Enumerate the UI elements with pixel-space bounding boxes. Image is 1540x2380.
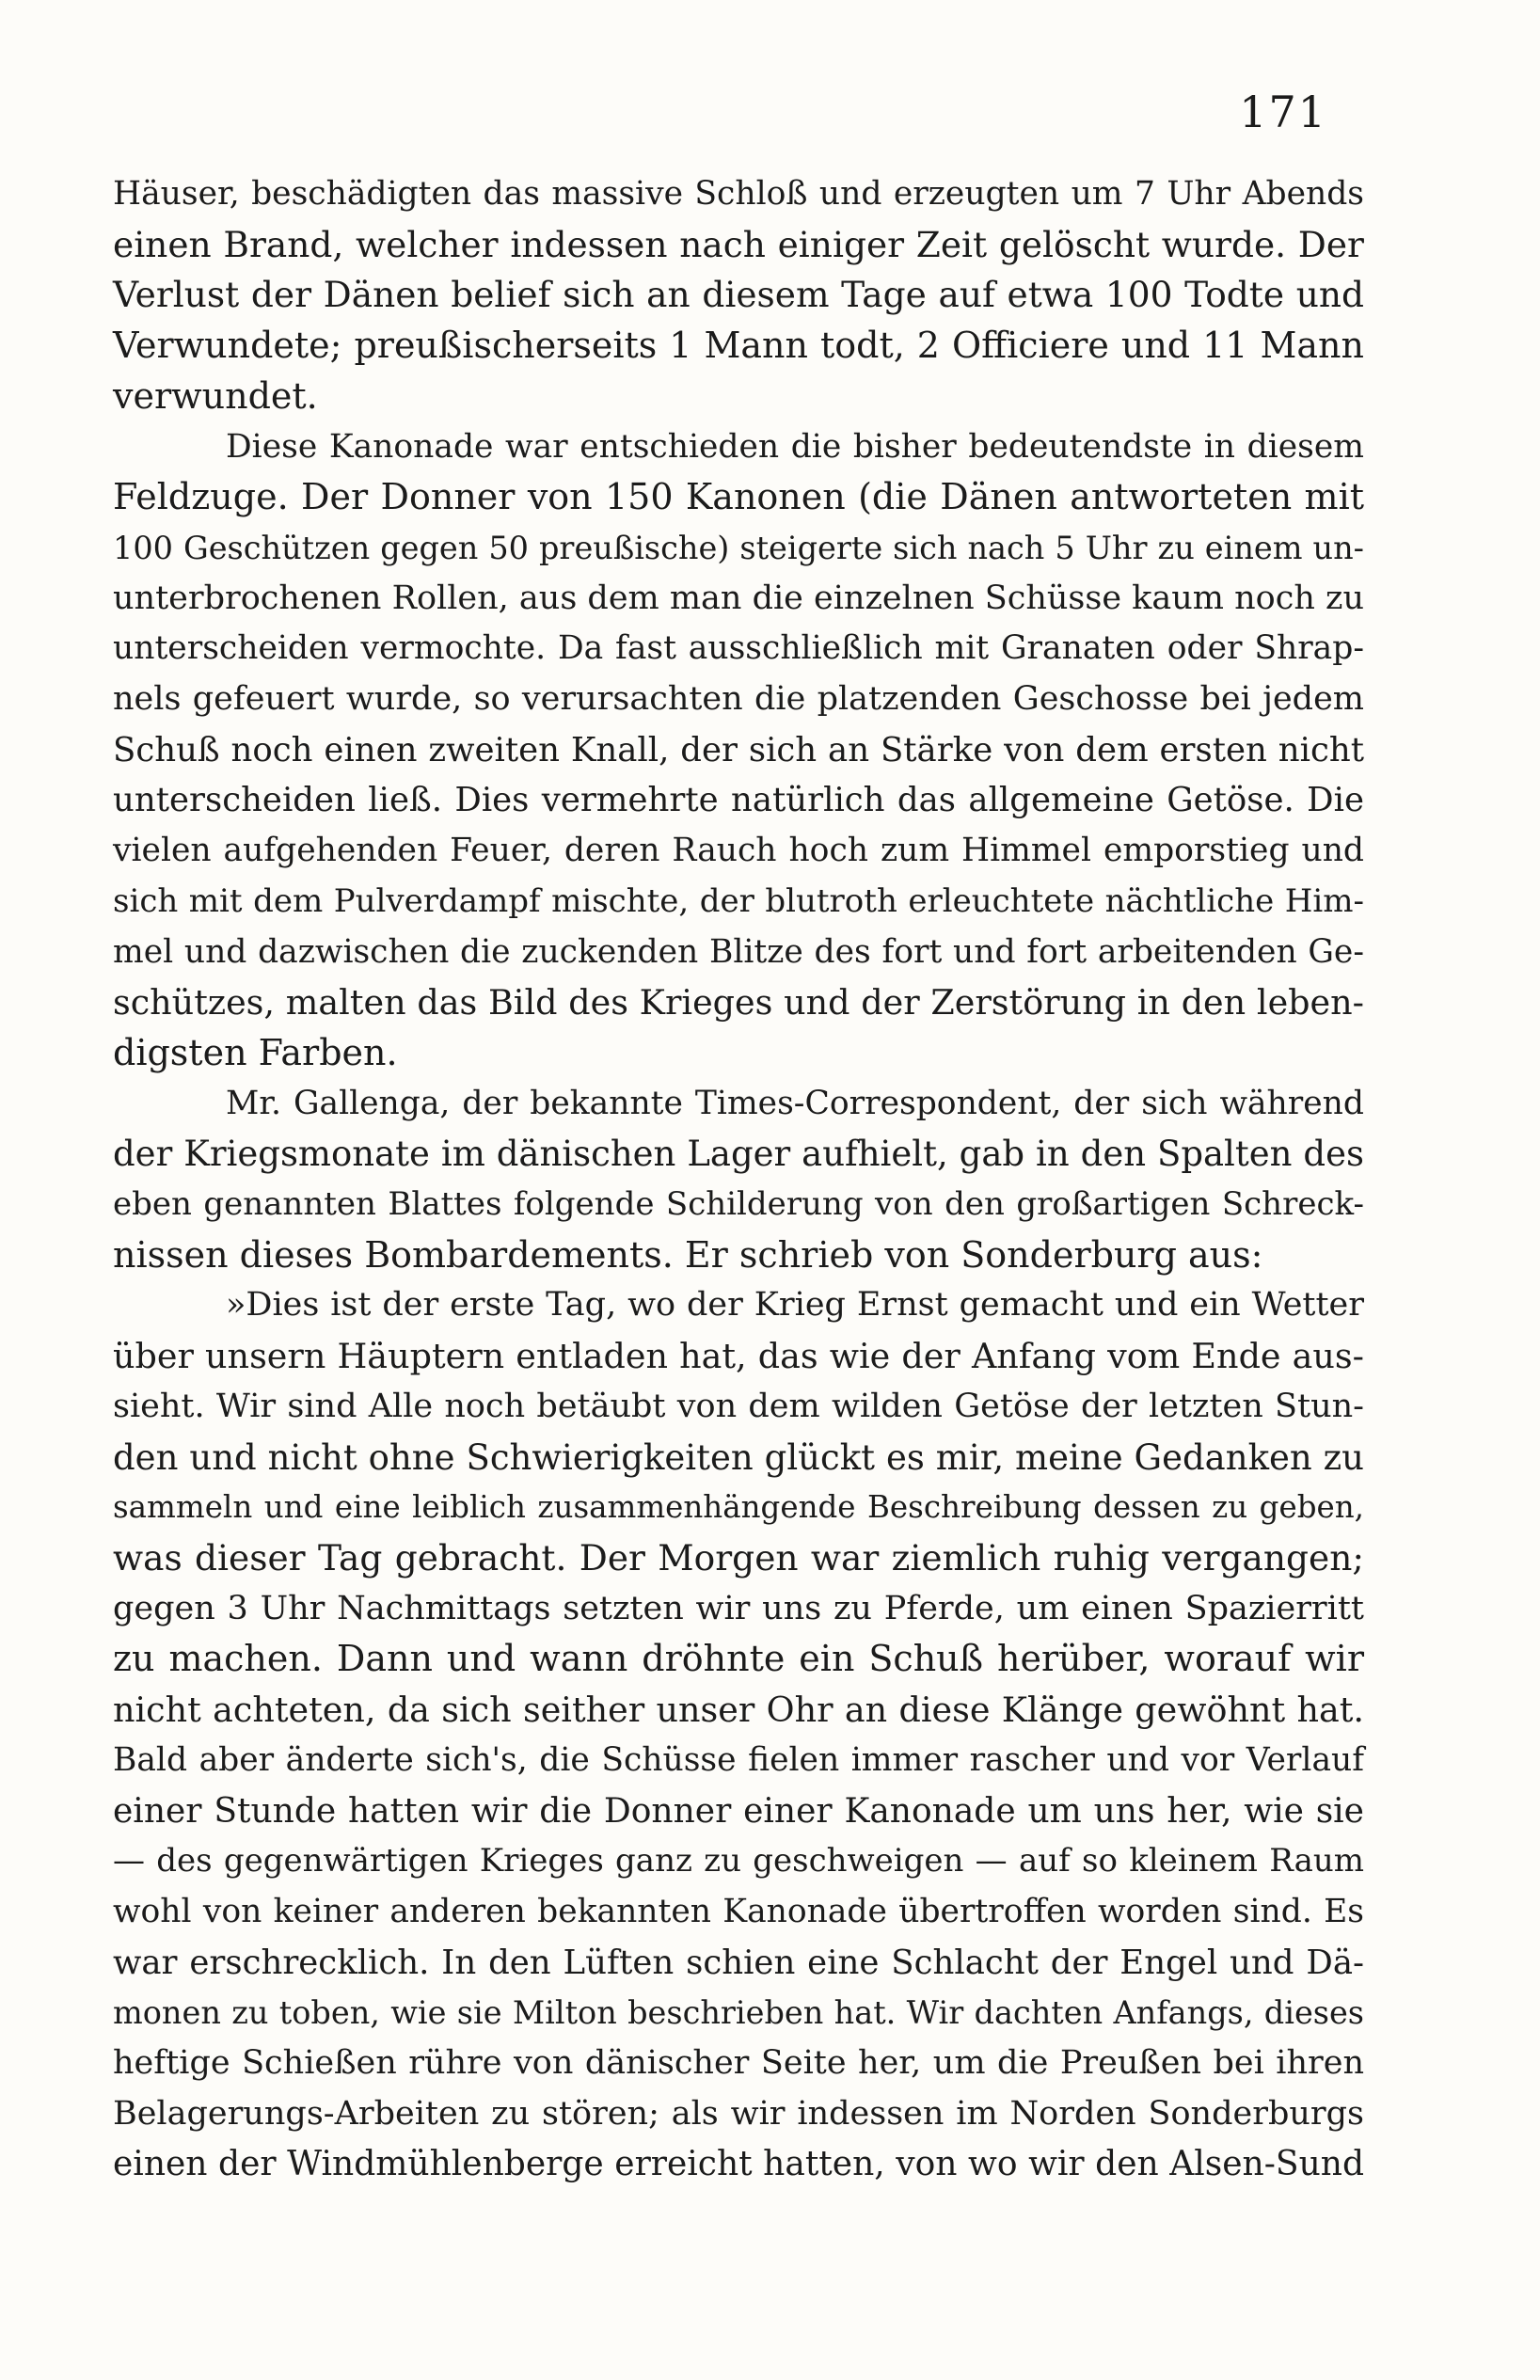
text-line: nicht achteten, da sich seither unser Ohr an diese Klänge gewöhnt hat. <box>113 1690 1364 1731</box>
text-line: Verlust der Dänen belief sich an diesem Tage auf etwa 100 Todte und <box>113 274 1364 316</box>
text-line: sich mit dem Pulverdampf mischte, der blutroth erleuchtete nächtliche Him- <box>113 881 1364 920</box>
text-line: sammeln und eine leiblich zusammenhängende Beschreibung dessen zu geben, <box>113 1489 1364 1526</box>
text-line: was dieser Tag gebracht. Der Morgen war ziemlich ruhig vergangen; <box>113 1536 1364 1579</box>
text-line: zu machen. Dann und wann dröhnte ein Schuß herüber, worauf wir <box>113 1638 1364 1680</box>
text-line: heftige Schießen rühre von dänischer Seite her, um die Preußen bei ihren <box>113 2044 1364 2083</box>
text-line: unterscheiden ließ. Dies vermehrte natürlich das allgemeine Getöse. Die <box>113 781 1364 820</box>
text-line: einen der Windmühlenberge erreicht hatten, von wo wir den Alsen-Sund <box>113 2145 1364 2184</box>
text-line: »Dies ist der erste Tag, wo der Krieg Ernst gemacht und ein Wetter <box>226 1286 1364 1325</box>
text-line: Feldzuge. Der Donner von 150 Kanonen (die Dänen antworteten mit <box>113 476 1364 518</box>
text-line: vielen aufgehenden Feuer, deren Rauch hoch zum Himmel emporstieg und <box>113 832 1364 870</box>
text-line: unterscheiden vermochte. Da fast ausschließlich mit Granaten oder Shrap- <box>113 629 1364 668</box>
text-line: einer Stunde hatten wir die Donner einer Kanonade um uns her, wie sie <box>113 1791 1364 1831</box>
text-line: Diese Kanonade war entschieden die bisher bedeutendste in diesem <box>226 427 1364 466</box>
body-text <box>113 169 1364 2190</box>
text-line: gegen 3 Uhr Nachmittags setzten wir uns zu Pferde, um einen Spazierritt <box>113 1589 1364 1627</box>
text-line: war erschrecklich. In den Lüften schien eine Schlacht der Engel und Dä- <box>113 1943 1364 1982</box>
page-number: 171 <box>1239 87 1327 137</box>
text-line: Mr. Gallenga, der bekannte Times-Correspondent, der sich während <box>226 1084 1364 1122</box>
text-line: nissen dieses Bombardements. Er schrieb von Sonderburg aus: <box>113 1233 1263 1276</box>
text-line: wohl von keiner anderen bekannten Kanonade übertroffen worden sind. Es <box>113 1892 1364 1930</box>
text-line: schützes, malten das Bild des Krieges und der Zerstörung in den leben- <box>113 982 1364 1023</box>
text-line: — des gegenwärtigen Krieges ganz zu geschweigen — auf so kleinem Raum <box>113 1842 1364 1880</box>
text-line: 100 Geschützen gegen 50 preußische) steigerte sich nach 5 Uhr zu einem un- <box>113 529 1364 566</box>
text-line: der Kriegsmonate im dänischen Lager aufhielt, gab in den Spalten des <box>113 1134 1364 1175</box>
text-line: Belagerungs-Arbeiten zu stören; als wir indessen im Norden Sonderburgs <box>113 2094 1364 2133</box>
text-line: nels gefeuert wurde, so verursachten die platzenden Geschosse bei jedem <box>113 680 1364 719</box>
text-line: monen zu toben, wie sie Milton beschrieben hat. Wir dachten Anfangs, dieses <box>113 1994 1364 2032</box>
text-line: über unsern Häuptern entladen hat, das wie der Anfang vom Ende aus- <box>113 1336 1364 1377</box>
text-line: einen Brand, welcher indessen nach einiger Zeit gelöscht wurde. Der <box>113 223 1364 265</box>
text-line: unterbrochenen Rollen, aus dem man die einzelnen Schüsse kaum noch zu <box>113 579 1364 617</box>
text-line: verwundet. <box>113 374 318 417</box>
text-line: mel und dazwischen die zuckenden Blitze des fort und fort arbeitenden Ge- <box>113 932 1364 971</box>
text-line: sieht. Wir sind Alle noch betäubt von dem wilden Getöse der letzten Stun- <box>113 1387 1364 1425</box>
text-line: Schuß noch einen zweiten Knall, der sich an Stärke von dem ersten nicht <box>113 730 1364 770</box>
text-line: digsten Farben. <box>113 1031 398 1073</box>
text-line: eben genannten Blattes folgende Schilderung von den großartigen Schreck- <box>113 1185 1364 1224</box>
text-line: den und nicht ohne Schwierigkeiten glückt es mir, meine Gedanken zu <box>113 1436 1364 1478</box>
text-line: Bald aber änderte sich's, die Schüsse fielen immer rascher und vor Verlauf <box>113 1740 1364 1779</box>
text-line: Verwundete; preußischerseits 1 Mann todt, 2 Officiere und 11 Mann <box>113 325 1364 367</box>
text-line: Häuser, beschädigten das massive Schloß und erzeugten um 7 Uhr Abends <box>113 175 1364 213</box>
